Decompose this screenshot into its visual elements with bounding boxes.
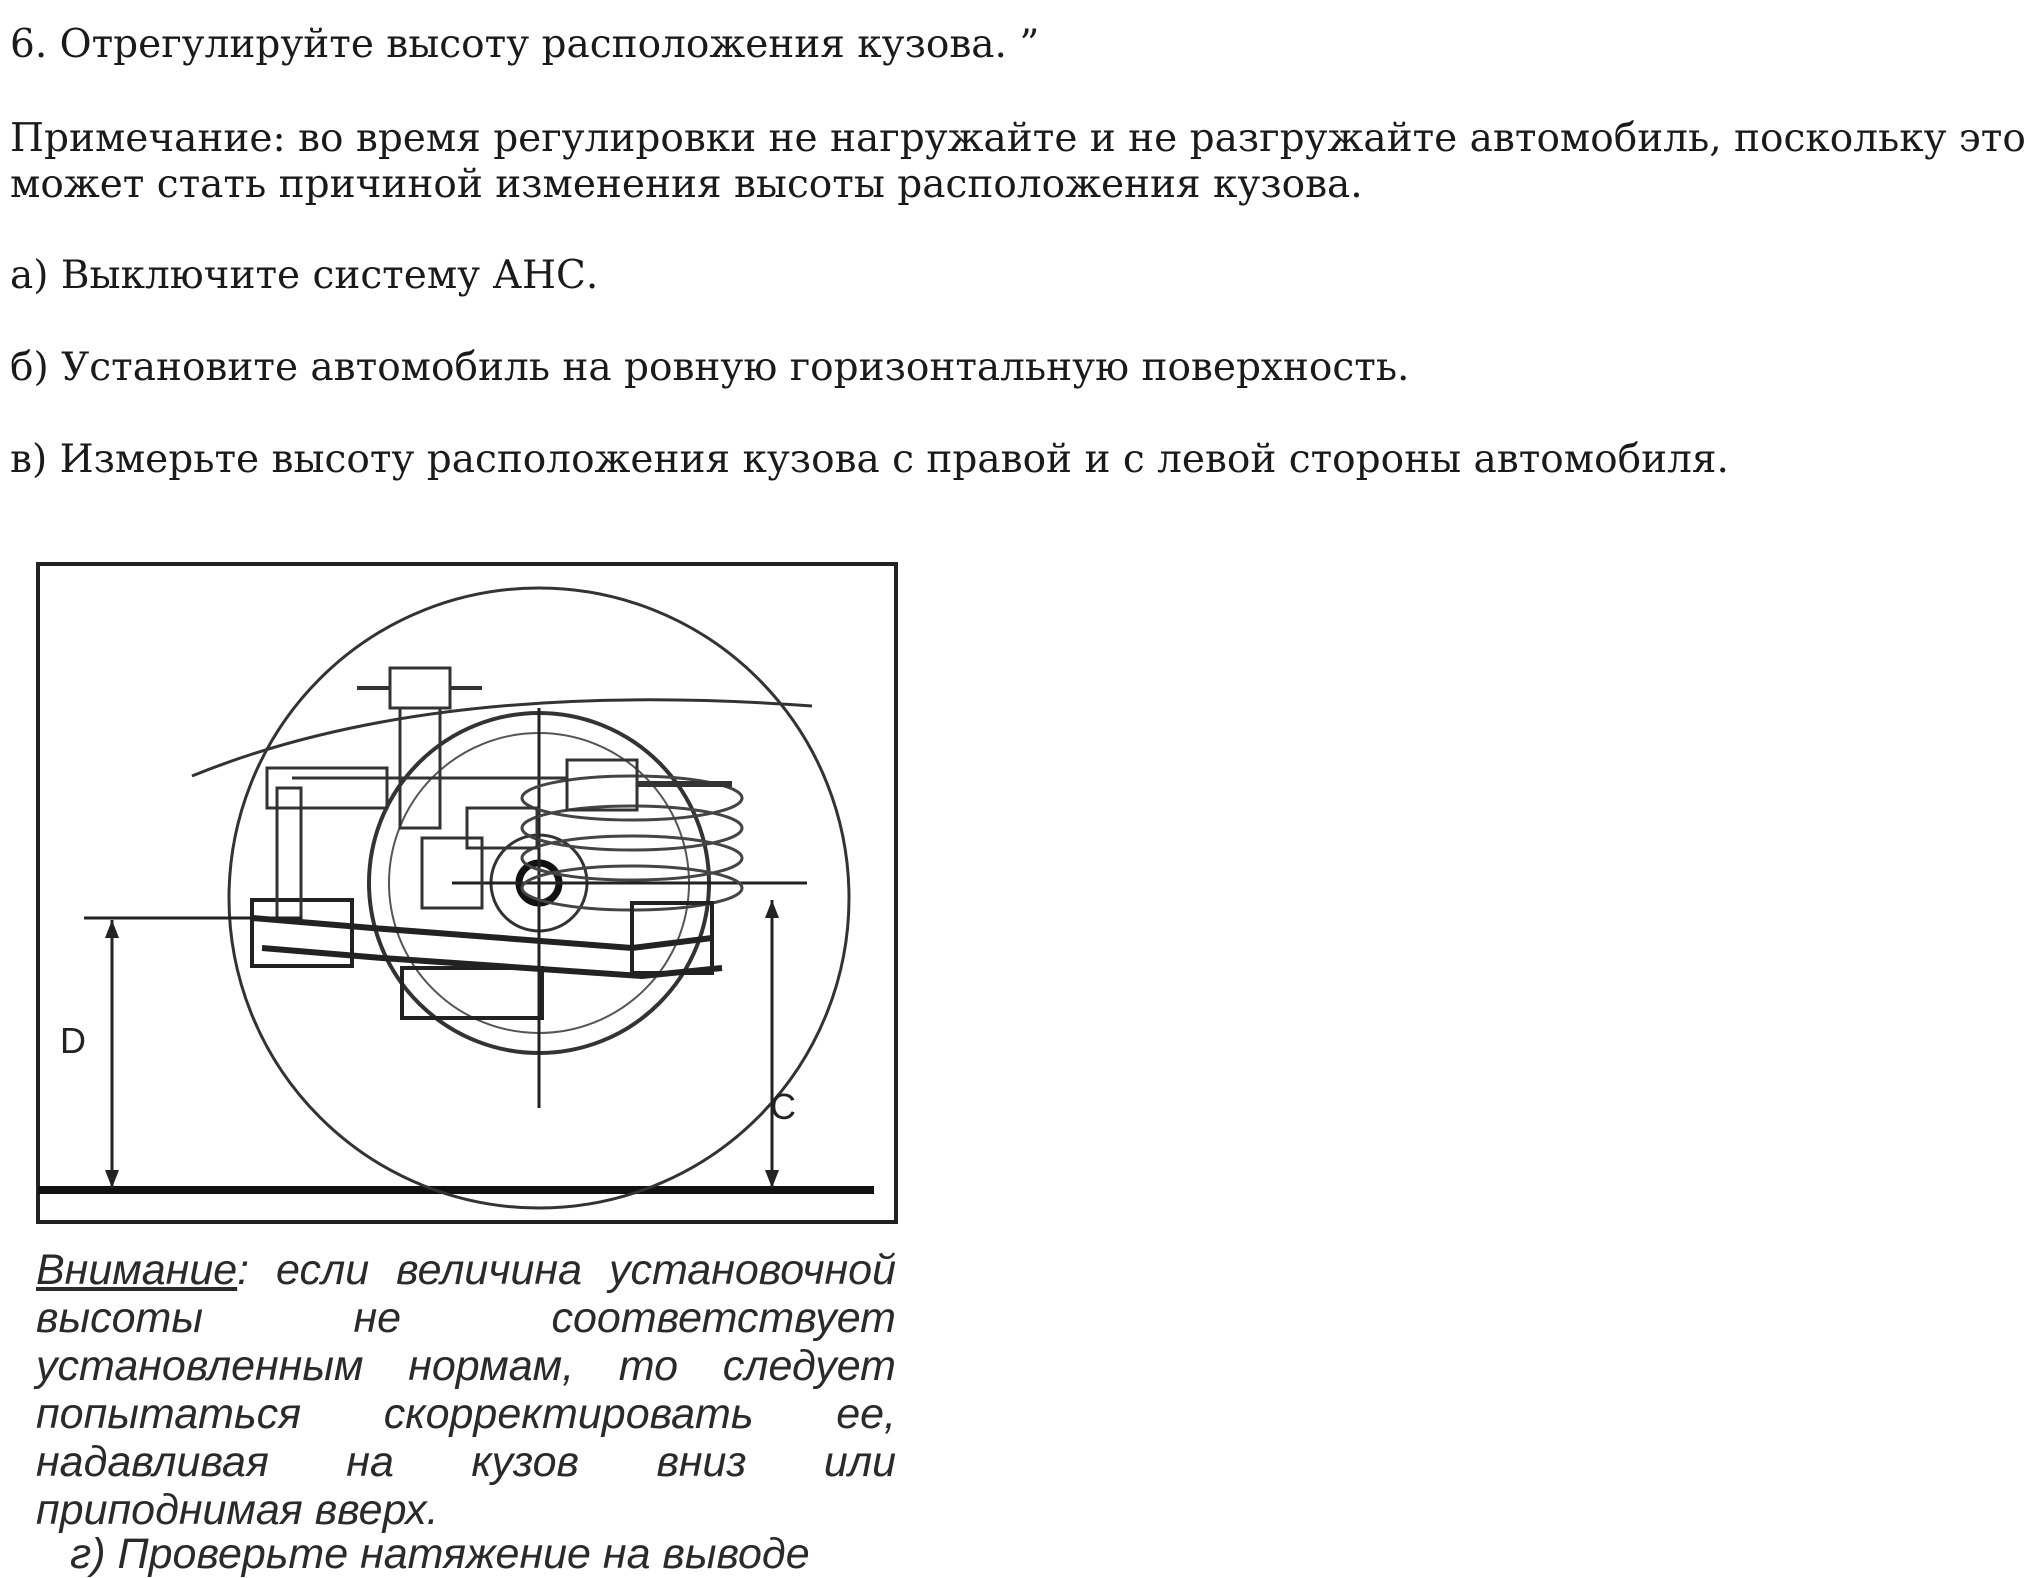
cut-off-line: г) Проверьте натяжение на выводе [70, 1530, 810, 1578]
warning-caption [36, 1246, 896, 1534]
note-line-2: может стать причиной изменения высоты расположения кузова. [10, 162, 1363, 207]
step-title: 6. Отрегулируйте высоту расположения кузова. ” [10, 22, 1040, 67]
warning-word: Внимание [36, 1246, 238, 1294]
wheel-diagram [12, 528, 902, 1248]
dimension-label-c: C [770, 1086, 796, 1127]
dimension-label-d: D [60, 1020, 86, 1061]
lower-arm [252, 918, 712, 948]
note-line-1: Примечание: во время регулировки не нагружайте и не разгружайте автомобиль, поскольку это [10, 116, 2026, 161]
warning-text: : если величина установочной высоты не соответствует установленным нормам, то следует попытаться скорректировать ее, надавливая на кузов вниз или приподнимая вверх. [36, 1246, 896, 1534]
step-a: а) Выключите систему АНС. [10, 253, 599, 298]
note-paragraph [10, 116, 2026, 208]
figure-frame [38, 564, 896, 1222]
step-b: б) Установите автомобиль на ровную горизонтальную поверхность. [10, 345, 1410, 390]
shock-absorber [400, 708, 440, 828]
step-c: в) Измерьте высоту расположения кузова с правой и с левой стороны автомобиля. [10, 437, 1729, 482]
